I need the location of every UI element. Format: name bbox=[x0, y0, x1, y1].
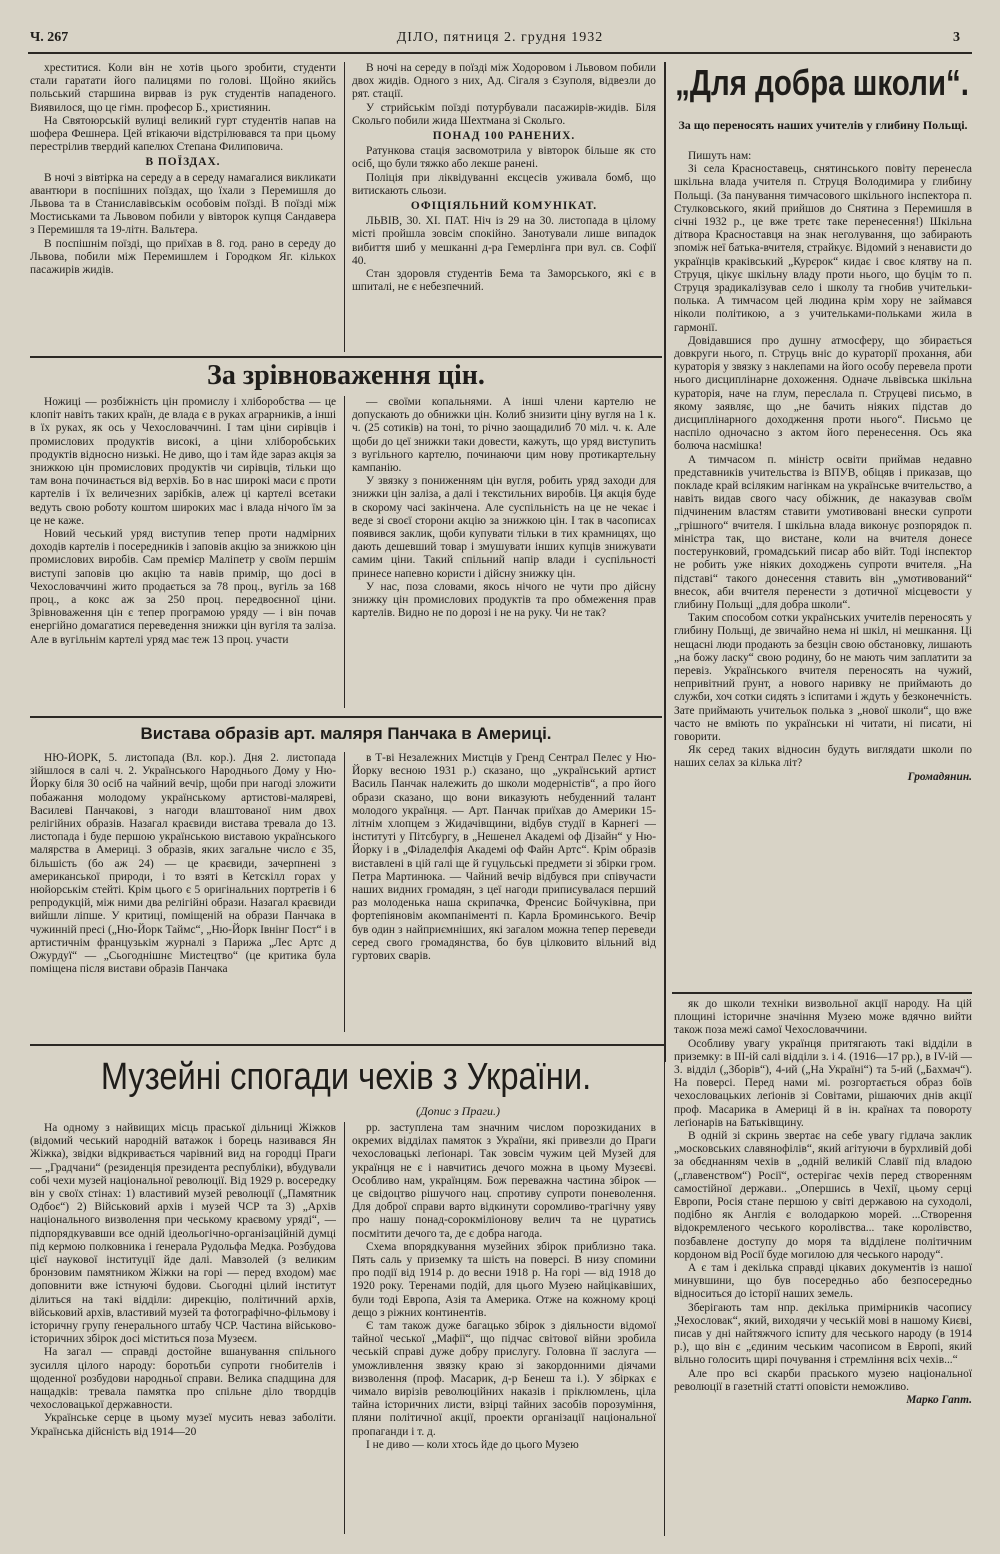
issue-number: Ч. 267 bbox=[30, 30, 69, 45]
panchak-article-right bbox=[352, 752, 656, 1034]
paragraph: Довідавшися про душну атмосферу, що збирається довкруги нього, п. Струць вніс до кураторії прохання, аби кураторія у звязку з наклепами на його особу перевела проти нього дисциплінарне дохоження. Одначе львівська шкільна кураторія, наче на глум, переслала п. Струцеві письмо, в якому заявляє, що „не бачить ніяких підстав до дисциплінарного доходження проти нього“. Письмо це наспіло одночасно з актом його перенесення. Ось яка болюча насмішка! bbox=[674, 334, 972, 453]
paragraph: На Святоюрській вулиці великий гурт студентів напав на шофера Фешнера. Цей втікаючи відстрілювався та при цьому перестрілив твердий капелюх Степана Филиповича. bbox=[30, 114, 336, 154]
paragraph: Ножиці — розбіжність цін промислу і хліборобства — це клопіт навіть таких країн, де влада є в руках аграрників, а інші в їх руках, як ось у Чехословаччині. І там ціни сирівців і промислових продуктів високі, а ціни хліборобських продуктів відносно низькі. Не диво, що і там йде зараз акція за знижкою цін промислових продуктів чи сирівців, тільки що там вона починається від верхів. Бо в нас широкі маси є проти картелів і їх величезних зарібків, алеж ці картелі всетаки ведуть свою роботу коштом широких мас і влада нічого їм за це не каже. bbox=[30, 396, 336, 527]
museum-col-1 bbox=[30, 1122, 336, 1536]
paragraph: Зберігають там нпр. декілька примірників часопису „Чехословак“, який, виходячи у чеській мові в нашому Києві, писав у дні найтяжчого іспиту для чеського народу (в 1914 р.), що він є „єдиним чеським часописом в Европі, який вільно голосить щирі почування і стремління всіх чехів...“ bbox=[674, 1301, 972, 1367]
paragraph: як до школи техніки визвольної акції народу. На цій площині історичне значіння Музею може вдячно вийти також поза межі самої Чехословаччини. bbox=[674, 998, 972, 1037]
subheading: ОФІЦІЯЛЬНИЙ КОМУНІКАТ. bbox=[410, 200, 598, 213]
paragraph: ЛЬВІВ, 30. XI. ПАТ. Ніч із 29 на 30. листопада в цілому місті пройшла зовсім спокійно. Занотували лише випадок вибиття шиб у мешканні д-ра Гемерлінга при вул. св. Софії 40. bbox=[352, 215, 656, 267]
section-rule bbox=[30, 716, 662, 718]
prices-article-left bbox=[30, 396, 336, 712]
paragraph: НЮ-ЙОРК, 5. листопада (Вл. кор.). Дня 2. листопада зійшлося в салі ч. 2. Українського Народнього Дому у Ню-Йорку біля 30 осіб на чайний вечір, щоби при нагоді зложити побажання молодому українському артистові-маляреві, Василеві Панчакові, з нагоди влаштованої ним двох релігійних образів. Назагал краєвиди вистава тревала до 13. листопада і буде першою українською виставою українського малярства в Америці. З образів, яких загальне число є 35, більшість (бо аж 24) — це краєвиди, зачерпнені з американської природи, і то взяті в Кетскілл горах у нюйорськім стейті. Крім цього є 5 оригінальних портретів і 6 репродукцій, між ними два релігійні образи. Назагал краєвиди вийшли ліпше. У критиці, поміщеній на образи Панчака в чужинній пресі („Ню-Йорк Таймс“, „Ню-Йорк Івнінг Пост“ і в артистичнім французькім журналі з Парижа „Лес Артс д Ожурдуї“ — „Сьогоднішнє Мистецтво“ (це критика була поміщена після вистави образів Панчака bbox=[30, 752, 336, 976]
paragraph: А тимчасом п. міністр освіти приймав недавно представників учительства із ВПУВ, обіцяв і приказав, що покладе край всіляким нагінкам на українське вчительство, а навіть видав свого часу обіжник, де наказував своїм підчиненим властям ставити умотивовані внески супроти „грішного“ вчителя. І шкільна влада виконує розпорядок п. міністра так, що вистане, коли на вчителя донесе постерунковий, громадський писар або війт. Тоді інспектор не робить уже ніяких доходжень супроти вчителя. „На підставі“ такого донесення ставить він „умотивований“ внесок, аби вчителя перенести з дотичної місцевости у глибину Польщі „для добра школи“. bbox=[674, 453, 972, 611]
signature: Громадянин. bbox=[907, 770, 972, 783]
paragraph: Новий чеський уряд виступив тепер проти надмірних доходів картелів і посередників і заповів акцію за знижкою цін промислових виробів. Сам премієр Маліпетр у своїм першім виступі заповів цю акцію та навів примір, що досі в Чехословаччині жито продається за 78 проц., вугіль за 168 проц., а кокс аж за 250 проц. передвоєнної ціни. Зрівноваження цін є тепер програмою уряду — і він почав енергійно домагатися переведення знижки цін вугіля та заліза. Але в вугільнім картелі уряд має теж 13 проц. участи bbox=[30, 528, 336, 646]
paragraph: Схема впорядкування музейних збірок приблизно така. Пять саль у приземку та шість на поверсі. В низу спомини про події від 1914 р. до весни 1918 р. На горі — від 1918 до 1920 року. Теренами подій, для цього Музею найцікавіших, були тоді Европа, Азія та Америка. Отже на кожному кроці дещо з ріжних континентів. bbox=[352, 1240, 656, 1319]
section-rule bbox=[30, 356, 662, 358]
column-rule bbox=[664, 1000, 665, 1536]
paragraph: У стрийськім поїзді потурбували пасажирів-жидів. Біля Скольго побили жида Шехтмана зі Скольго. bbox=[352, 101, 656, 127]
section-rule bbox=[672, 992, 972, 994]
paragraph: Українське серце в цьому музеї мусить неваз заболіти. Українська дійсність від 1914—20 bbox=[30, 1412, 336, 1438]
subheading: ПОНАД 100 РАНЕНИХ. bbox=[432, 130, 576, 143]
panchak-headline: Вистава образів арт. маляря Панчака в Америці. bbox=[140, 724, 552, 743]
paragraph: Є там також дуже багацько збірок з діяльности відомої тайної чеської „Мафії“, що підчас світової війни зробила чеській справі дуже добру прислугу. Головна її заслуга — уможливлення звязку краю зі закордонними діячами визволення (проф. Масарик, д-р Бенеш та і.). У збірках є чимало вирізів революційних наказів і пріклюмлень, ціла тайна історичних листи, взірці тайних засобів порозуміння, пляни політичної акції, проекти організації національної пропаганди і т. д. bbox=[352, 1320, 656, 1438]
paragraph: В ночі на середу в поїзді між Ходоровом і Львовом побили двох жидів. Одного з них, Ад. Сігаля з Єзуполя, відвезли до рят. стації. bbox=[352, 62, 656, 101]
column-rule bbox=[344, 752, 345, 1032]
museum-byline: (Допис з Праги.) bbox=[416, 1104, 500, 1118]
paragraph: В поспішнім поїзді, що приїхав в 8. год. рано в середу до Львова, побили між Перемишлем і Городком Яг. кількох пасажирів жидів. bbox=[30, 237, 336, 277]
paragraph: Але про всі скарби праського музею національної революції в газетній статті оповісти неможливо. bbox=[674, 1367, 972, 1393]
paragraph: Зі села Красноставець, снятинського повіту перенесла шкільна влада учителя п. Струця Володимира у глибину Польщі. (За панування тимчасового шкільного інспектора п. Стулковського, який прийшов до Снятина з Перемишля в січні 1932 р., це вже третє таке перенесення!) Шкільна дітвора Красноставця на знак неголування, що забирають зпоміж неї батька-вчителя, страйкує. Відомий з ненависти до українців краківський „Курєрок“ кидає і своє клятву на п. Струця, цікує шкільну владу проти нього, що буцім то п. Струця зрадикалізував село і школу та гнобив учительки-полька. А тимчасом цей людина крім хору не займався ніколи політикою, а з учительками-польками жила в гармонії. bbox=[674, 163, 972, 334]
paragraph: рр. заступлена там значним числом порозкиданих в окремих відділах памяток з України, які привезли до Праги чехословацькі леґіонарі. Так зовсім чужим цей Музей для українця не є і навчитись дечого можна в цьому Музеєві. Особливо нам, українцям. Бож переважна частина збірок — це свідоцтво рішучого нац. спротиву супроти поневолення. Для доброї справи варто відкинути соромливо-трагічну уяву про нашу понад-сорокміліонову велич та не цуратись посмітити дечого та, де є добра нагода. bbox=[352, 1122, 656, 1240]
header-rule bbox=[28, 52, 972, 54]
prices-article-right bbox=[352, 396, 656, 712]
school-article bbox=[674, 150, 972, 988]
masthead: ДІЛО, пятниця 2. грудня 1932 bbox=[396, 30, 604, 45]
museum-col-2 bbox=[352, 1122, 656, 1536]
column-rule bbox=[344, 62, 345, 352]
page-number: 3 bbox=[953, 30, 960, 45]
paragraph: У звязку з пониженням цін вугля, робить уряд заходи для знижки цін заліза, а далі і текстильних виробів. Ця акція буде в скорому часі закінчена. Але суспільність на це не чекає і веде зі своєї сторони акцію за знижкою цін. І так в часописах появився заклик, щоби купувати тільки в тих крамницях, що дають дешевший товар і змушувати інших купців знижувати самим ціни. Такий спільний напір влади і суспільності принесе напевно користи і дійсну знижку цін. bbox=[352, 475, 656, 580]
school-subtitle: За що переносять наших учителів у глибину Польщі. bbox=[678, 118, 968, 132]
panchak-article-left bbox=[30, 752, 336, 1034]
paragraph: У нас, поза словами, якось нічого не чути про дійсну знижку цін промислових продуктів та про обмеження прав картелів. Видно не по дорозі і не на руку. Чи не так? bbox=[352, 580, 656, 620]
paragraph: На загал — справді достойне вшанування спільного зусилля цілого народу: боротьби супроти гнобителів і щоденної розбудови народньої справи. Велика спадщина для нащадків: тревала памятка про спільне діло твордців чехословацької державности. bbox=[30, 1346, 336, 1412]
paragraph: — своїми копальнями. А інші члени картелю не допускають до обнижки цін. Колиб знизити ціну вугля на 1 к. ч. (25 сотиків) на тоні, то річно заощадилиб 70 міл. ч. к. Але щоби до цеї знижки таки довести, кажуть, що уряд виступить з вугільного картелю, починаючи цим нову протикартельну кампанію. bbox=[352, 396, 656, 475]
section-rule bbox=[30, 1044, 664, 1046]
paragraph: Таким способом сотки українських учителів переносять у глибину Польщі, де звичайно нема ні шкіл, ні мешкання. Ці нещасні люди продають за безцін свою обстановку, лишають „на божу ласку“ свою родину, бо не мають чим заплатити за перевіз. Українського вчителя переносять на чужий, непривітний ґрунт, а нового наривку не приймають до служби, хоч сотки сидять з іспитами і ждуть у безконечність. Зате приймають учительок полька з „нової школи“, що вже часто не вміють по українськи ні читати, ні писати, ні говорити. bbox=[674, 612, 972, 743]
paragraph: Як серед таких відносин будуть виглядати школи по наших селах за кілька літ? bbox=[674, 744, 972, 770]
column-rule bbox=[344, 1122, 345, 1534]
museum-headline: Музейні спогади чехів з України. bbox=[100, 1056, 592, 1098]
paragraph: Особливу увагу українця притягають такі відділи в приземку: в III-ій салі відділи з. і 4. (1916—17 рр.), в IV-ій — 3. відділ („Зборів“), 4-ий („На Україні“) та 5-ий („Бахмач“). На поверсі. Перед нами мі. розгортається образ боїв чехословацьких леґіонів зі Совітами, рішаючих днів акції проф. Масарика в Америці й в ін. країнах та повороту леґіонарів на Батьківщину. bbox=[674, 1037, 972, 1129]
paragraph: в Т-ві Незалежних Мистців у Гренд Сентрал Пелес у Ню-Йорку весною 1931 р.) сказано, що „український артист Василь Панчак належить до школи модерністів“, а про його образи сказано, що вони виказують небуденний талант молодого українця. — Арт. Панчак приїхав до Америки 15-літнім хлопцем з Жидачівщини, відбув студії в Карнегі — інституті у Пітсбургу, в „Нешенел Академі оф Дізайн“ у Ню-Йорку і в „Філаделфія Академі оф Файн Артс“. Крім образів виставлені в цій галі ще й гуцульські предмети зі збірки гром. Петра Мартинюка. — Чайний вечір відбувся при співучасти наших видних громадян, з цеї нагоди приписувалася перший раз молоденька наша скрипачка, Френсис Бойчуківна, при фортепіяновім акомпаніменті п. Карла Броминського. Вечір був один з найприємніших, які загалом можна тепер переведи серед свого громадянства, бо був цілковито вільний від гуртових сварів. bbox=[352, 752, 656, 963]
paragraph: хреститися. Коли він не хотів цього зробити, студенти стали гаратати його палицями по голові. Щойно якийсь польський старшина вирвав із рук студентів нападеного. Виявилося, що це гімн. професор Б., християнин. bbox=[30, 62, 336, 114]
subheading: В ПОЇЗДАХ. bbox=[145, 156, 221, 169]
paragraph: Поліція при ліквідуванні ексцесів уживала бомб, що витискають сльози. bbox=[352, 171, 656, 197]
museum-col-3 bbox=[674, 998, 972, 1536]
paragraph: Стан здоровля студентів Бема та Заморського, які є в шпиталі, не є небезпечний. bbox=[352, 268, 656, 294]
paragraph: На одному з найвищих місць праської дільниці Жіжков (відомий чеський народній ватажок і борець називався Ян Жіжка), звідки відкривається чарівний вид на городці Праги — „Градчани“ (резиденція президента республіки), вбудували собі чехи музей національної революції. Від 1929 р. восередку він у своїх стінах: 1) властивий музей революції („Памятник Одбоє“) 2) Військовий архів і музей ЧСР та 3) „Архів національного визволення при чеському краєвому уряді“, — підпорядкувавши все одній ідеольогічно-організаційній думці під кермою полковника і ґенерала Рудольфа Медка. Розбудова цієї наукової інституції йде далі. Мавзолей (з великим бронзовим памятником Жіжки на горі — перед входом) має доповнити вже істнуючі будови. Сьогодні цілий інститут ділиться на такі відділи: дирекцію, політичний архів, військовий архів, властивий музей та фотографічно-фільмову і історичну групу ґенерального штабу ЧСР. Частина військово-історичних збірок досі міститься поза Музеєм. bbox=[30, 1122, 336, 1346]
column-rule bbox=[344, 396, 345, 708]
riots-article-left bbox=[30, 62, 336, 352]
riots-article-right bbox=[352, 62, 656, 352]
column-rule bbox=[664, 62, 666, 1062]
signature: Марко Гапт. bbox=[906, 1394, 972, 1407]
paragraph: І не диво — коли хтось йде до цього Музею bbox=[366, 1438, 579, 1451]
paragraph: А є там і декілька справді цікавих документів із нашої минувшини, що був посередньо або безпосередньо відноситься до історії наших земель. bbox=[674, 1262, 972, 1301]
page-header bbox=[30, 28, 970, 50]
paragraph: В ночі з вівтірка на середу а в середу намагалися викликати авантюри в поспішних поїздах, що їхали з Перемишля до Львова та в Станиславівськім особовім поїзді. В поїзді між Мостиськами та Львовом побили у вівторок купця Сандавера з Перемишля та 19-літн. Вальтера. bbox=[30, 171, 336, 237]
school-headline: „Для добра школи“. bbox=[675, 62, 969, 103]
paragraph: Ратункова стація засвомотрила у вівторок більше як сто осіб, що були тяжко або лекше ранені. bbox=[352, 145, 656, 171]
prices-headline: За зрівноваження цін. bbox=[207, 360, 485, 391]
paragraph: Пишуть нам: bbox=[688, 150, 752, 162]
paragraph: В одній зі скринь звертає на себе увагу гідлача заклик „московських славянофілів“, який агітуючи в бурхливій добі за обєднанням чехів в „одній великій Славії під владою („главенством“) Росії“, остерігає чехів перед створенням самостійної держави.. „Опершись в Чехії, цьому серці Европи, Росія стане першою у світі державою на суходолі, подібно як Англія є володаркою морей. ...Створення відокремленого чеського королівства... таке королівство, позбавлене доступу до моря та відділене політичним кордоном від Росії буде могилою для чеського народу“. bbox=[674, 1130, 972, 1261]
